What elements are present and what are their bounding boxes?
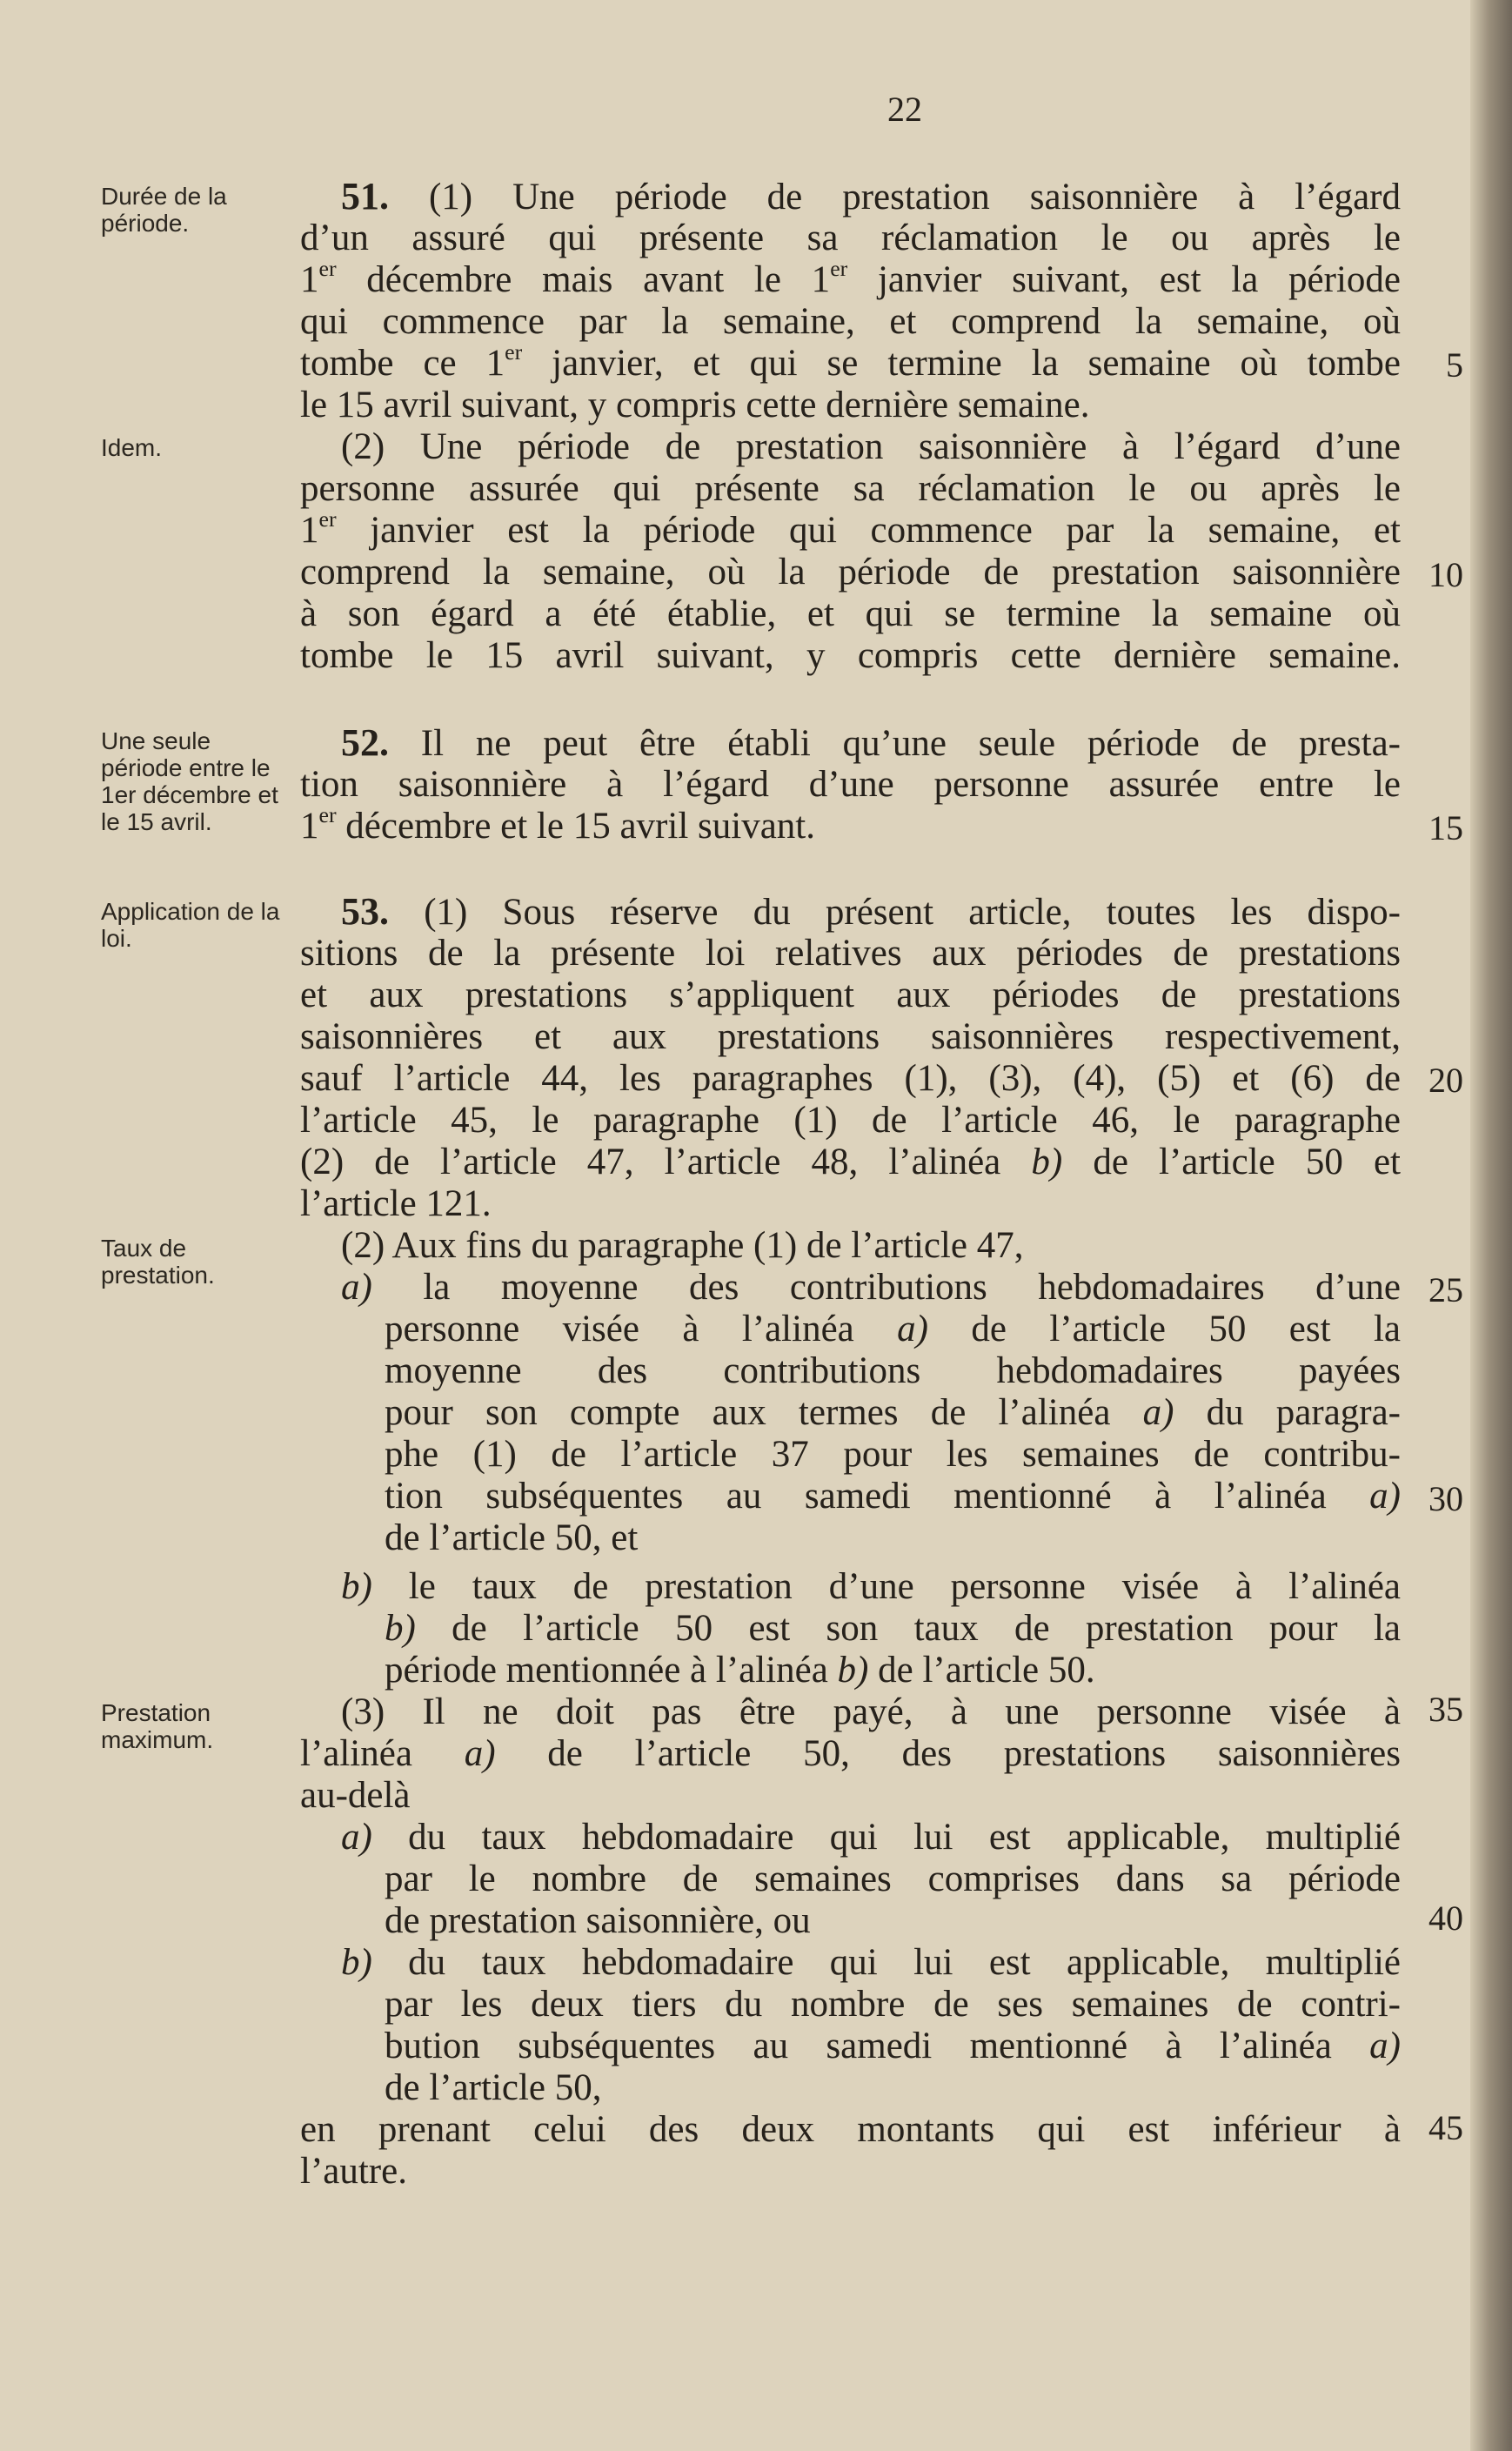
text-line: de l’article 50, bbox=[385, 2067, 602, 2108]
text-line: (2) de l’article 47, l’article 48, l’alinéa b) de l’article 50 et bbox=[300, 1142, 1401, 1182]
text-line: à son égard a été établie, et qui se termine la semaine où bbox=[300, 593, 1401, 634]
margin-note-idem: Idem. bbox=[101, 434, 163, 461]
text-line: a) du taux hebdomadaire qui lui est applicable, multiplié bbox=[341, 1817, 1401, 1858]
text-line: b) du taux hebdomadaire qui lui est applicable, multiplié bbox=[341, 1942, 1401, 1983]
margin-note-duree-periode: Durée de la période. bbox=[101, 183, 227, 237]
text-line: le 15 avril suivant, y compris cette dernière semaine. bbox=[300, 385, 1090, 425]
text-line: (3) Il ne doit pas être payé, à une personne visée à bbox=[341, 1691, 1401, 1732]
text-line: l’autre. bbox=[300, 2151, 407, 2192]
text-line: 52. Il ne peut être établi qu’une seule période de presta- bbox=[341, 721, 1401, 764]
line-number: 20 bbox=[1428, 1061, 1463, 1100]
section-number: 53. bbox=[341, 890, 389, 933]
margin-note-application: Application de la loi. bbox=[101, 898, 280, 952]
text-line: b) de l’article 50 est son taux de prestation pour la bbox=[385, 1608, 1401, 1649]
section-number: 51. bbox=[341, 175, 389, 218]
text-line: 53. (1) Sous réserve du présent article, toutes les dispo- bbox=[341, 890, 1402, 933]
text-line: comprend la semaine, où la période de prestation saisonnière bbox=[300, 552, 1401, 593]
line-number: 30 bbox=[1428, 1479, 1463, 1518]
text-line: tombe le 15 avril suivant, y compris cette dernière semaine. bbox=[300, 635, 1401, 676]
page-number: 22 bbox=[887, 90, 922, 129]
text-line: b) le taux de prestation d’une personne visée à l’alinéa bbox=[341, 1566, 1401, 1607]
text-line: sitions de la présente loi relatives aux périodes de prestations bbox=[300, 933, 1401, 974]
text-line: tion subséquentes au samedi mentionné à l’alinéa a) bbox=[385, 1476, 1401, 1517]
text-line: au-delà bbox=[300, 1775, 411, 1816]
line-number: 35 bbox=[1428, 1690, 1463, 1729]
text-line: 51. (1) Une période de prestation saisonnière à l’égard bbox=[341, 175, 1401, 218]
line-number: 40 bbox=[1428, 1899, 1463, 1938]
line-number: 5 bbox=[1446, 345, 1463, 385]
text-line: qui commence par la semaine, et comprend la semaine, où bbox=[300, 301, 1401, 342]
text-line: 1er janvier est la période qui commence par la semaine, et bbox=[300, 506, 1401, 551]
line-number: 45 bbox=[1428, 2108, 1463, 2147]
text-line: personne visée à l’alinéa a) de l’article 50 est la bbox=[385, 1309, 1401, 1349]
section-number: 52. bbox=[341, 721, 389, 764]
text-line: 1er décembre mais avant le 1er janvier suivant, est la période bbox=[300, 255, 1401, 300]
margin-note-prestation-maximum: Prestation maximum. bbox=[101, 1699, 214, 1753]
text-line: tion saisonnière à l’égard d’une personne assurée entre le bbox=[300, 764, 1401, 805]
text-line: d’un assuré qui présente sa réclamation le ou après le bbox=[300, 218, 1401, 258]
text-line: tombe ce 1er janvier, et qui se termine la semaine où tombe bbox=[300, 338, 1401, 384]
text-line: 1er décembre et le 15 avril suivant. bbox=[300, 801, 815, 847]
page-edge-shadow bbox=[1470, 0, 1512, 2451]
text-line: l’article 45, le paragraphe (1) de l’article 46, le paragraphe bbox=[300, 1100, 1401, 1141]
text-line: sauf l’article 44, les paragraphes (1), (3), (4), (5) et (6) de bbox=[300, 1058, 1401, 1099]
margin-note-une-seule-periode: Une seule période entre le 1er décembre et le 15 avril. bbox=[101, 727, 278, 835]
text-line: période mentionnée à l’alinéa b) de l’article 50. bbox=[385, 1650, 1095, 1691]
text-line: saisonnières et aux prestations saisonnières respectivement, bbox=[300, 1016, 1401, 1057]
text-line: et aux prestations s’appliquent aux périodes de prestations bbox=[300, 974, 1401, 1015]
text-line: de prestation saisonnière, ou bbox=[385, 1900, 811, 1941]
text-line: l’article 121. bbox=[300, 1183, 492, 1224]
text-line: de l’article 50, et bbox=[385, 1517, 639, 1558]
text-line: phe (1) de l’article 37 pour les semaines de contribu- bbox=[385, 1434, 1401, 1475]
text-line: l’alinéa a) de l’article 50, des prestations saisonnières bbox=[300, 1733, 1401, 1774]
text-line: (2) Une période de prestation saisonnière à l’égard d’une bbox=[341, 426, 1401, 467]
text-line: personne assurée qui présente sa réclamation le ou après le bbox=[300, 468, 1401, 509]
text-line: bution subséquentes au samedi mentionné à l’alinéa a) bbox=[385, 2026, 1401, 2066]
text-line: en prenant celui des deux montants qui est inférieur à bbox=[300, 2109, 1401, 2150]
text-line: pour son compte aux termes de l’alinéa a) du paragra- bbox=[385, 1392, 1401, 1433]
margin-note-taux-prestation: Taux de prestation. bbox=[101, 1235, 215, 1289]
line-number: 10 bbox=[1428, 555, 1463, 594]
text-line: (2) Aux fins du paragraphe (1) de l’article 47, bbox=[341, 1225, 1024, 1266]
line-number: 25 bbox=[1428, 1270, 1463, 1309]
text-line: a) la moyenne des contributions hebdomadaires d’une bbox=[341, 1267, 1401, 1308]
line-number: 15 bbox=[1428, 808, 1463, 847]
text-line: par le nombre de semaines comprises dans sa période bbox=[385, 1858, 1401, 1899]
text-line: moyenne des contributions hebdomadaires payées bbox=[385, 1350, 1401, 1391]
text-line: par les deux tiers du nombre de ses semaines de contri- bbox=[385, 1984, 1401, 2025]
